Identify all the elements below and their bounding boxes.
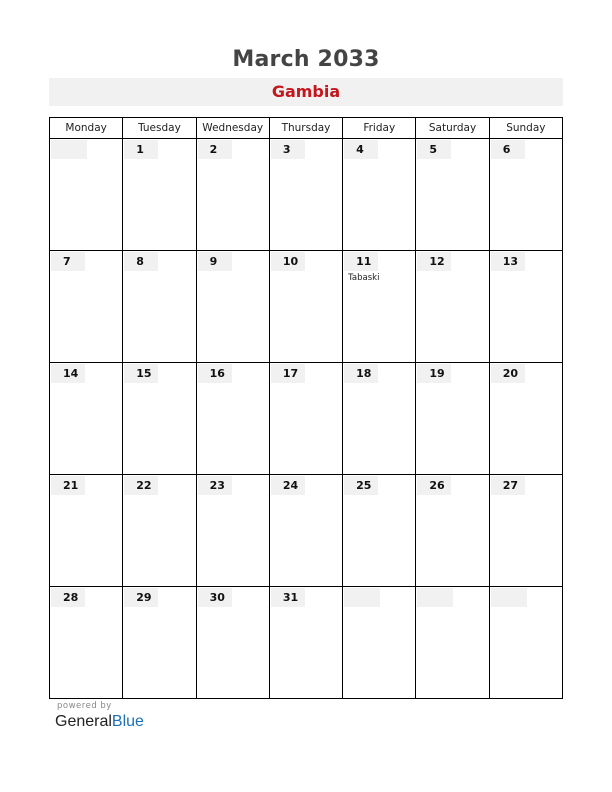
day-cell xyxy=(269,251,342,363)
day-cell xyxy=(343,251,416,363)
calendar-title: March 2033 xyxy=(232,47,380,72)
day-cell xyxy=(489,363,562,475)
day-cell xyxy=(343,363,416,475)
weekday-saturday: Saturday xyxy=(416,118,489,139)
weekday-header-row xyxy=(50,118,563,139)
day-number: 23 xyxy=(198,476,232,495)
generalblue-logo[interactable] xyxy=(55,713,144,731)
day-cell xyxy=(50,139,123,251)
day-number: 20 xyxy=(491,364,525,383)
powered-by-text: powered by xyxy=(57,701,112,711)
day-cell xyxy=(50,587,123,699)
calendar-grid xyxy=(49,117,563,699)
weekday-monday: Monday xyxy=(50,118,123,139)
day-cell xyxy=(196,251,269,363)
week-row xyxy=(50,251,563,363)
day-number: 21 xyxy=(51,476,85,495)
country-band xyxy=(49,78,563,106)
day-cell xyxy=(269,363,342,475)
weekday-thursday: Thursday xyxy=(269,118,342,139)
weekday-sunday: Sunday xyxy=(489,118,562,139)
day-cell xyxy=(489,139,562,251)
day-cell xyxy=(50,251,123,363)
day-cell xyxy=(416,587,489,699)
day-cell xyxy=(123,475,196,587)
day-cell xyxy=(196,587,269,699)
day-number: 22 xyxy=(124,476,158,495)
day-number: 27 xyxy=(491,476,525,495)
day-number: 19 xyxy=(417,364,451,383)
day-cell xyxy=(489,251,562,363)
day-number: 9 xyxy=(198,252,232,271)
day-cell xyxy=(123,363,196,475)
day-cell xyxy=(269,139,342,251)
day-number: 28 xyxy=(51,588,85,607)
day-number: 25 xyxy=(344,476,378,495)
day-number: 13 xyxy=(491,252,525,271)
day-cell xyxy=(196,475,269,587)
country-name: Gambia xyxy=(271,82,341,101)
week-row xyxy=(50,139,563,251)
day-number: 5 xyxy=(417,140,451,159)
weekday-wednesday: Wednesday xyxy=(196,118,269,139)
day-number: 18 xyxy=(344,364,378,383)
day-cell xyxy=(416,251,489,363)
day-number: 16 xyxy=(198,364,232,383)
week-row xyxy=(50,587,563,699)
day-number: 31 xyxy=(271,588,305,607)
week-row xyxy=(50,363,563,475)
day-number: 26 xyxy=(417,476,451,495)
day-cell xyxy=(123,139,196,251)
day-number xyxy=(491,588,527,607)
day-number: 7 xyxy=(51,252,85,271)
day-cell xyxy=(416,363,489,475)
day-number xyxy=(344,588,380,607)
day-number: 30 xyxy=(198,588,232,607)
day-number: 8 xyxy=(124,252,158,271)
brand-general: General xyxy=(55,713,112,730)
day-number: 14 xyxy=(51,364,85,383)
day-number: 1 xyxy=(124,140,158,159)
day-cell xyxy=(123,587,196,699)
day-cell xyxy=(269,587,342,699)
day-cell xyxy=(343,587,416,699)
day-number: 12 xyxy=(417,252,451,271)
day-number: 10 xyxy=(271,252,305,271)
day-cell xyxy=(489,475,562,587)
holiday-label: Tabaski xyxy=(348,273,380,283)
brand-blue: Blue xyxy=(111,713,144,730)
day-cell xyxy=(343,475,416,587)
day-number: 6 xyxy=(491,140,525,159)
day-number: 4 xyxy=(344,140,378,159)
day-cell xyxy=(416,475,489,587)
day-cell xyxy=(343,139,416,251)
week-row xyxy=(50,475,563,587)
day-number: 11 xyxy=(344,252,378,271)
day-cell xyxy=(196,363,269,475)
weekday-tuesday: Tuesday xyxy=(123,118,196,139)
day-number: 2 xyxy=(198,140,232,159)
day-cell xyxy=(489,587,562,699)
day-number: 29 xyxy=(124,588,158,607)
day-cell xyxy=(50,363,123,475)
day-cell xyxy=(416,139,489,251)
day-cell xyxy=(50,475,123,587)
day-cell xyxy=(269,475,342,587)
day-number xyxy=(417,588,453,607)
weekday-friday: Friday xyxy=(343,118,416,139)
day-cell xyxy=(196,139,269,251)
day-number: 15 xyxy=(124,364,158,383)
day-cell xyxy=(123,251,196,363)
day-number: 3 xyxy=(271,140,305,159)
day-number: 24 xyxy=(271,476,305,495)
day-number xyxy=(51,140,87,159)
day-number: 17 xyxy=(271,364,305,383)
